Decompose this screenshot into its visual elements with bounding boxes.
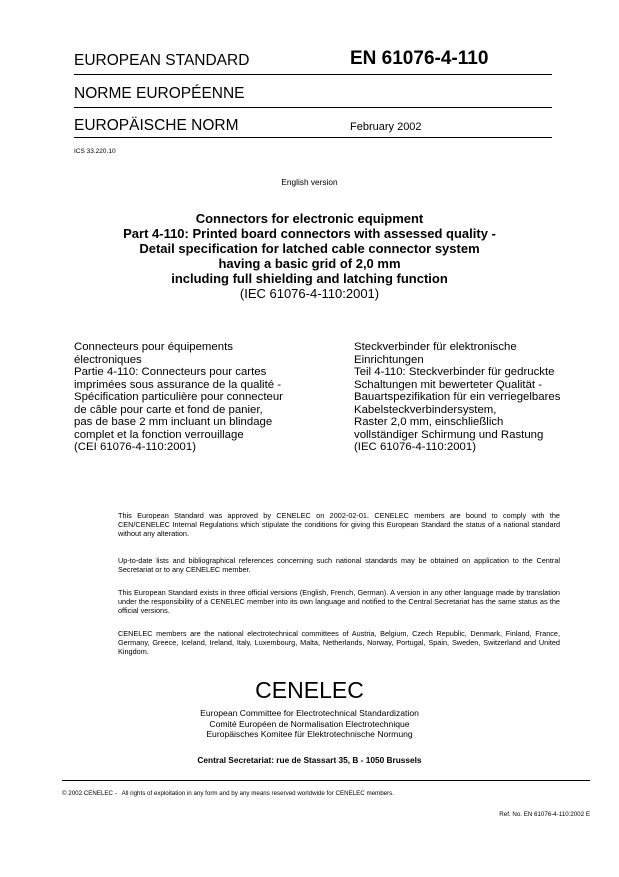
- title-block: [60, 211, 559, 301]
- publication-date: February 2002: [350, 121, 422, 133]
- french-title-line: de câble pour carte et fond de panier,: [74, 403, 263, 416]
- german-title-line: Bauartspezifikation für ein verriegelbares: [354, 391, 561, 403]
- german-title-line: (IEC 61076-4-110:2001): [354, 441, 476, 453]
- title-line: Connectors for electronic equipment: [195, 211, 424, 226]
- copyright-notice: © 2002 CENELEC - All rights of exploitation in any form and by any means reserved worldwide for CENELEC members.: [62, 790, 394, 797]
- header-title-fr: NORME EUROPÉENNE: [74, 85, 245, 102]
- german-title-line: Teil 4-110: Steckverbinder für gedruckte: [354, 366, 555, 378]
- title-line: having a basic grid of 2,0 mm: [218, 256, 401, 271]
- french-title-line: Connecteurs pour équipements: [74, 341, 233, 353]
- german-title-line: Raster 2,0 mm, einschließlich: [354, 416, 504, 428]
- central-secretariat: Central Secretariat: rue de Stassart 35, B - 1050 Brussels: [197, 755, 422, 765]
- french-title-line: (CEI 61076-4-110:2001): [74, 441, 196, 453]
- header-rule: [74, 107, 552, 108]
- ics-code: ICS 33.220.10: [74, 148, 116, 155]
- organization-name: CENELEC: [255, 677, 364, 703]
- french-title-column: [74, 341, 324, 454]
- french-title-line: pas de base 2 mm incluant un blindage: [74, 416, 273, 428]
- french-title-line: complet et la fonction verrouillage: [74, 428, 244, 441]
- header-title-en: EUROPEAN STANDARD: [74, 52, 250, 69]
- french-title-line: Partie 4-110: Connecteurs pour cartes: [74, 366, 267, 378]
- organization-line: Comité Européen de Normalisation Electrotechnique: [209, 718, 410, 729]
- german-title-line: Steckverbinder für elektronische: [354, 341, 517, 353]
- header-title-de: EUROPÄISCHE NORM: [74, 117, 239, 134]
- footer-rule: [62, 780, 590, 781]
- french-title-line: Spécification particulière pour connecteur: [74, 391, 283, 403]
- title-reference: (IEC 61076-4-110:2001): [239, 286, 380, 301]
- reference-number: Ref. No. EN 61076-4-110:2002 E: [499, 811, 590, 818]
- language-version: English version: [281, 177, 338, 187]
- header-rule: [74, 137, 552, 138]
- german-title-column: [354, 341, 599, 454]
- organization-line: European Committee for Electrotechnical Standardization: [200, 708, 419, 718]
- german-title-line: Kabelsteckverbindersystem,: [354, 403, 497, 416]
- references-paragraph: Up-to-date lists and bibliographical references concerning such national standards may be obtained on application to the Central Secretariat or to any CENELEC member.: [118, 556, 560, 574]
- french-title-line: imprimées sous assurance de la qualité -: [74, 378, 282, 391]
- versions-paragraph: This European Standard exists in three official versions (English, French, German). A version in any other language made by translation under the responsibility of a CENELEC member into its own language and notified to the Central Secretariat has the same status as the official versions.: [118, 588, 560, 615]
- standard-number: EN 61076-4-110: [350, 48, 489, 69]
- german-title-line: vollständiger Schirmung und Rastung: [354, 428, 544, 441]
- members-paragraph: CENELEC members are the national electrotechnical committees of Austria, Belgium, Czech Republic, Denmark, Finland, France, Germany, Greece, Iceland, Ireland, Italy, Luxembourg, Malta, Netherlands, Norway, Portugal, Spain, Sweden, Switzerland and United Kingdom.: [118, 629, 560, 656]
- german-title-line: Einrichtungen: [354, 353, 424, 366]
- approval-paragraph: This European Standard was approved by CENELEC on 2002-02-01. CENELEC members are bound to comply with the CEN/CENELEC Internal Regulations which stipulate the conditions for giving this European Standard the status of a national standard without any alteration.: [118, 511, 560, 538]
- title-line: Part 4-110: Printed board connectors with assessed quality -: [123, 226, 496, 241]
- header-rule: [74, 74, 552, 75]
- french-title-line: électroniques: [74, 353, 142, 366]
- german-title-line: Schaltungen mit bewerteter Qualität -: [354, 378, 543, 391]
- organization-line: Europäisches Komitee für Elektrotechnische Normung: [206, 729, 413, 740]
- title-line: including full shielding and latching function: [171, 271, 448, 286]
- organization-lines: [0, 708, 619, 740]
- title-line: Detail specification for latched cable connector system: [139, 241, 480, 256]
